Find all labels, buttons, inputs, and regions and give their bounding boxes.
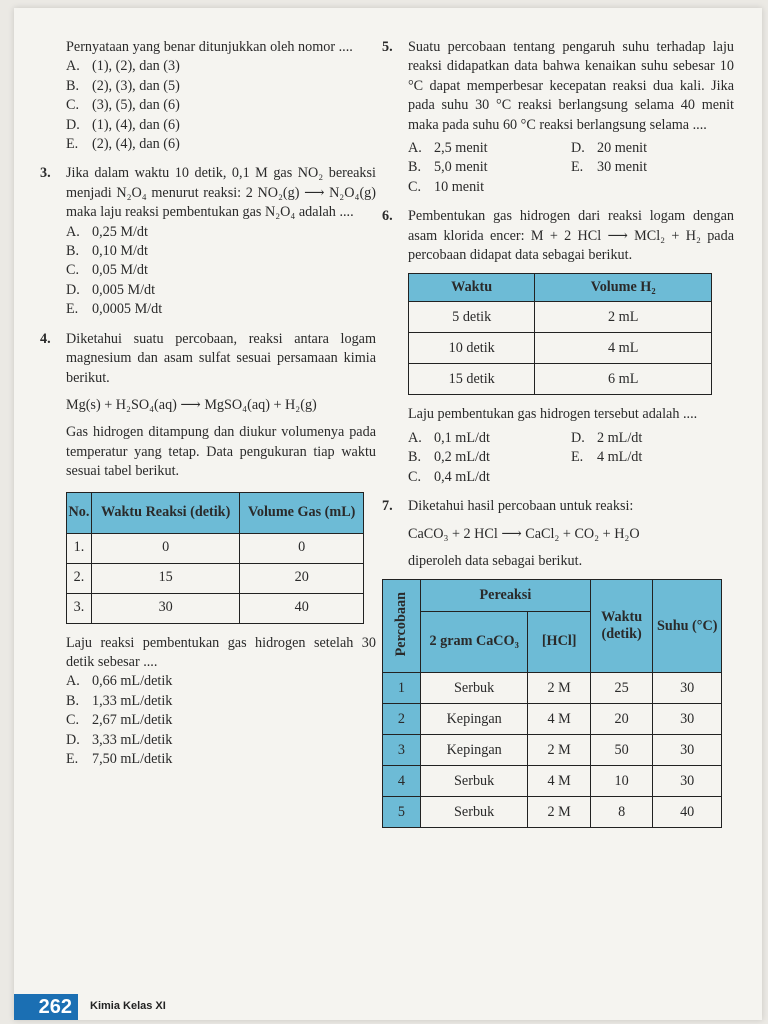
table-cell: 10 [590, 766, 652, 797]
table-cell: 30 [653, 673, 722, 704]
question-5 [382, 38, 734, 197]
table-cell: 2 [383, 704, 421, 735]
option-text: 2 mL/dt [597, 429, 643, 446]
question-4-tail [40, 634, 376, 770]
question-4-equation: Mg(s) + H₂SO₄(aq) ⟶ MgSO₄(aq) + H₂(g) [66, 396, 317, 413]
option-text: (1), (2), dan (3) [92, 58, 180, 75]
option-text: (2), (4), dan (6) [92, 136, 180, 153]
answer-option[interactable] [571, 448, 734, 467]
option-text: 0,2 mL/dt [434, 449, 490, 466]
table-cell: 15 [91, 563, 239, 593]
option-text: 0,1 mL/dt [434, 429, 490, 446]
question-6 [382, 207, 734, 265]
table-cell: 30 [653, 735, 722, 766]
table-cell: 1. [67, 533, 92, 563]
table-cell: 0 [91, 533, 239, 563]
table-cell: 2 M [528, 735, 590, 766]
book-page [14, 8, 762, 1020]
table-header-pereaksi: Pereaksi [420, 580, 590, 611]
answer-option[interactable] [66, 731, 376, 750]
table-cell: 15 detik [409, 364, 535, 395]
table-cell: Kepingan [420, 735, 528, 766]
table-header-waktu: Waktu (detik) [590, 580, 652, 673]
table-cell: 3 [383, 735, 421, 766]
table-header: Volume Gas (mL) [240, 492, 364, 533]
option-letter: D. [571, 140, 585, 157]
option-text: 2,67 mL/detik [92, 712, 173, 729]
option-text: 20 menit [597, 140, 648, 157]
table-cell: Serbuk [420, 673, 528, 704]
answer-option[interactable] [66, 672, 376, 691]
table-row [383, 735, 722, 766]
page-number: 262 [14, 994, 78, 1020]
answer-option[interactable] [66, 261, 376, 280]
option-text: 2,5 menit [434, 140, 488, 157]
option-text: 7,50 mL/detik [92, 750, 173, 767]
answer-option[interactable] [408, 178, 571, 197]
option-letter: A. [66, 223, 80, 240]
option-letter: B. [408, 449, 422, 466]
table-cell: Serbuk [420, 797, 528, 828]
table-header: Waktu Reaksi (detik) [91, 492, 239, 533]
table-row [409, 333, 712, 364]
answer-option[interactable] [66, 223, 376, 242]
question-7-equation: CaCO₃ + 2 HCl ⟶ CaCl₂ + CO₂ + H₂O [408, 525, 640, 542]
option-text: 0,005 M/dt [92, 281, 156, 298]
answer-option[interactable] [66, 750, 376, 769]
right-column [382, 38, 734, 828]
question-2-options [66, 57, 376, 154]
question-6-table [408, 273, 712, 395]
question-4-table [66, 492, 364, 624]
option-letter: D. [66, 731, 80, 748]
answer-option[interactable] [571, 158, 734, 177]
question-6-number: 6. [382, 208, 393, 225]
option-letter: C. [66, 97, 80, 114]
question-3-number: 3. [40, 165, 51, 182]
table-row [409, 302, 712, 333]
option-text: 4 mL/dt [597, 449, 643, 466]
question-7-table [382, 579, 722, 828]
table-cell: 2 mL [535, 302, 712, 333]
table-cell: 4 mL [535, 333, 712, 364]
option-letter: B. [66, 243, 80, 260]
page-footer [14, 992, 762, 1020]
option-letter: B. [408, 159, 422, 176]
option-letter: E. [571, 159, 584, 176]
table-row [67, 593, 364, 623]
option-letter: A. [408, 429, 422, 446]
question-4-options [66, 672, 376, 769]
option-text: 3,33 mL/detik [92, 731, 173, 748]
question-2 [40, 38, 376, 154]
book-title: Kimia Kelas XI [90, 1000, 166, 1012]
answer-option[interactable] [66, 242, 376, 261]
question-6-options [408, 429, 734, 487]
table-cell: 30 [91, 593, 239, 623]
answer-option[interactable] [408, 139, 571, 158]
question-7-intro: diperoleh data sebagai berikut. [408, 552, 583, 569]
answer-option[interactable] [66, 116, 376, 135]
table-row [67, 533, 364, 563]
table-cell: 8 [590, 797, 652, 828]
table-cell: 3. [67, 593, 92, 623]
question-7 [382, 497, 734, 571]
option-text: 0,4 mL/dt [434, 468, 490, 485]
table-cell: 30 [653, 766, 722, 797]
table-cell: 6 mL [535, 364, 712, 395]
question-2-stem: Pernyataan yang benar ditunjukkan oleh nomor .... [66, 39, 353, 55]
question-5-number: 5. [382, 39, 393, 55]
table-header: No. [67, 492, 92, 533]
table-cell: 0 [240, 533, 364, 563]
question-5-options [408, 139, 734, 197]
table-cell: Kepingan [420, 704, 528, 735]
table-row [409, 364, 712, 395]
question-4 [40, 330, 376, 482]
option-text: 0,66 mL/detik [92, 673, 173, 690]
option-text: 0,0005 M/dt [92, 301, 163, 318]
question-6-question: Laju pembentukan gas hidrogen tersebut adalah .... [408, 406, 698, 423]
answer-option[interactable] [66, 711, 376, 730]
option-letter: B. [66, 77, 80, 94]
answer-option[interactable] [66, 57, 376, 76]
option-letter: C. [66, 262, 80, 279]
answer-option[interactable] [408, 448, 571, 467]
option-letter: E. [66, 301, 79, 318]
answer-option[interactable] [571, 429, 734, 448]
table-cell: 2. [67, 563, 92, 593]
answer-option[interactable] [66, 135, 376, 154]
option-letter: E. [66, 136, 79, 153]
table-cell: 20 [590, 704, 652, 735]
answer-option[interactable] [408, 468, 571, 487]
option-letter: C. [408, 178, 422, 195]
option-letter: E. [66, 750, 79, 767]
option-letter: D. [66, 116, 80, 133]
table-header: Volume H₂ [535, 274, 712, 302]
question-4-stem: Diketahui suatu percobaan, reaksi antara logam magnesium dan asam sulfat sesuai persamaan kimia berikut. [66, 330, 376, 386]
table-cell: 40 [653, 797, 722, 828]
table-cell: 2 M [528, 673, 590, 704]
table-cell: 40 [240, 593, 364, 623]
table-cell: 30 [653, 704, 722, 735]
table-cell: 10 detik [409, 333, 535, 364]
answer-option[interactable] [66, 77, 376, 96]
option-letter: A. [66, 673, 80, 690]
table-header-percobaan: Percobaan [383, 580, 421, 673]
table-row [67, 563, 364, 593]
table-header-caco3: 2 gram CaCO₃ [420, 611, 528, 673]
option-text: 5,0 menit [434, 159, 488, 176]
table-row [383, 766, 722, 797]
option-text: 10 menit [434, 178, 485, 195]
option-text: 30 menit [597, 159, 648, 176]
option-text: (1), (4), dan (6) [92, 116, 180, 133]
question-3 [40, 164, 376, 319]
option-letter: C. [408, 468, 422, 485]
table-cell: Serbuk [420, 766, 528, 797]
question-7-stem: Diketahui hasil percobaan untuk reaksi: [408, 498, 634, 515]
question-7-number: 7. [382, 498, 393, 515]
table-row [383, 704, 722, 735]
table-row [383, 797, 722, 828]
option-letter: D. [66, 281, 80, 298]
answer-option[interactable] [66, 96, 376, 115]
option-text: 0,25 M/dt [92, 223, 148, 240]
table-cell: 1 [383, 673, 421, 704]
answer-option[interactable] [66, 281, 376, 300]
option-letter: E. [571, 449, 584, 466]
option-text: 1,33 mL/detik [92, 692, 173, 709]
option-letter: C. [66, 712, 80, 729]
question-3-stem: Jika dalam waktu 10 detik, 0,1 M gas NO₂ bereaksi menjadi N₂O₄ menurut reaksi: 2 NO₂(g) ⟶ N₂O₄(g) maka laju reaksi pembentukan gas N₂O₄ adalah .... [66, 165, 376, 221]
table-cell: 20 [240, 563, 364, 593]
question-4-number: 4. [40, 330, 51, 347]
answer-option[interactable] [66, 692, 376, 711]
table-header: Waktu [409, 274, 535, 302]
answer-option[interactable] [571, 139, 734, 158]
table-cell: 2 M [528, 797, 590, 828]
option-text: (3), (5), dan (6) [92, 97, 180, 114]
answer-option[interactable] [408, 158, 571, 177]
question-5-stem: Suatu percobaan tentang pengaruh suhu terhadap laju reaksi didapatkan data bahwa kenaikan suhu sebesar 10 °C dapat memperbesar kecepatan reaksi dua kali. Jika pada suhu 30 °C reaksi berlangsung selama 40 menit maka pada suhu 60 °C reaksi berlangsung selama .... [408, 39, 734, 133]
left-column [40, 38, 376, 769]
question-6-stem: Pembentukan gas hidrogen dari reaksi logam dengan asam klorida encer: M + 2 HCl ⟶ MCl₂ + H₂ pada percobaan didapat data sebagai berikut. [408, 208, 734, 264]
table-cell: 5 detik [409, 302, 535, 333]
table-cell: 4 M [528, 766, 590, 797]
question-6-tail [382, 405, 734, 487]
question-4-intro: Gas hidrogen ditampung dan diukur volumenya pada temperatur yang tetap. Data pengukuran tiap waktu sesuai tabel berikut. [66, 424, 376, 480]
question-4-question: Laju reaksi pembentukan gas hidrogen setelah 30 detik sebesar .... [66, 634, 376, 670]
answer-option[interactable] [66, 300, 376, 319]
option-letter: B. [66, 692, 80, 709]
table-cell: 50 [590, 735, 652, 766]
table-row [383, 673, 722, 704]
question-3-options [66, 223, 376, 320]
option-letter: A. [408, 140, 422, 157]
option-text: 0,05 M/dt [92, 262, 148, 279]
option-text: 0,10 M/dt [92, 243, 148, 260]
answer-option[interactable] [408, 429, 571, 448]
table-cell: 25 [590, 673, 652, 704]
table-header-suhu: Suhu (°C) [653, 580, 722, 673]
option-letter: D. [571, 429, 585, 446]
table-cell: 4 [383, 766, 421, 797]
table-cell: 4 M [528, 704, 590, 735]
option-text: (2), (3), dan (5) [92, 77, 180, 94]
option-letter: A. [66, 58, 80, 75]
table-header-hcl: [HCl] [528, 611, 590, 673]
table-cell: 5 [383, 797, 421, 828]
